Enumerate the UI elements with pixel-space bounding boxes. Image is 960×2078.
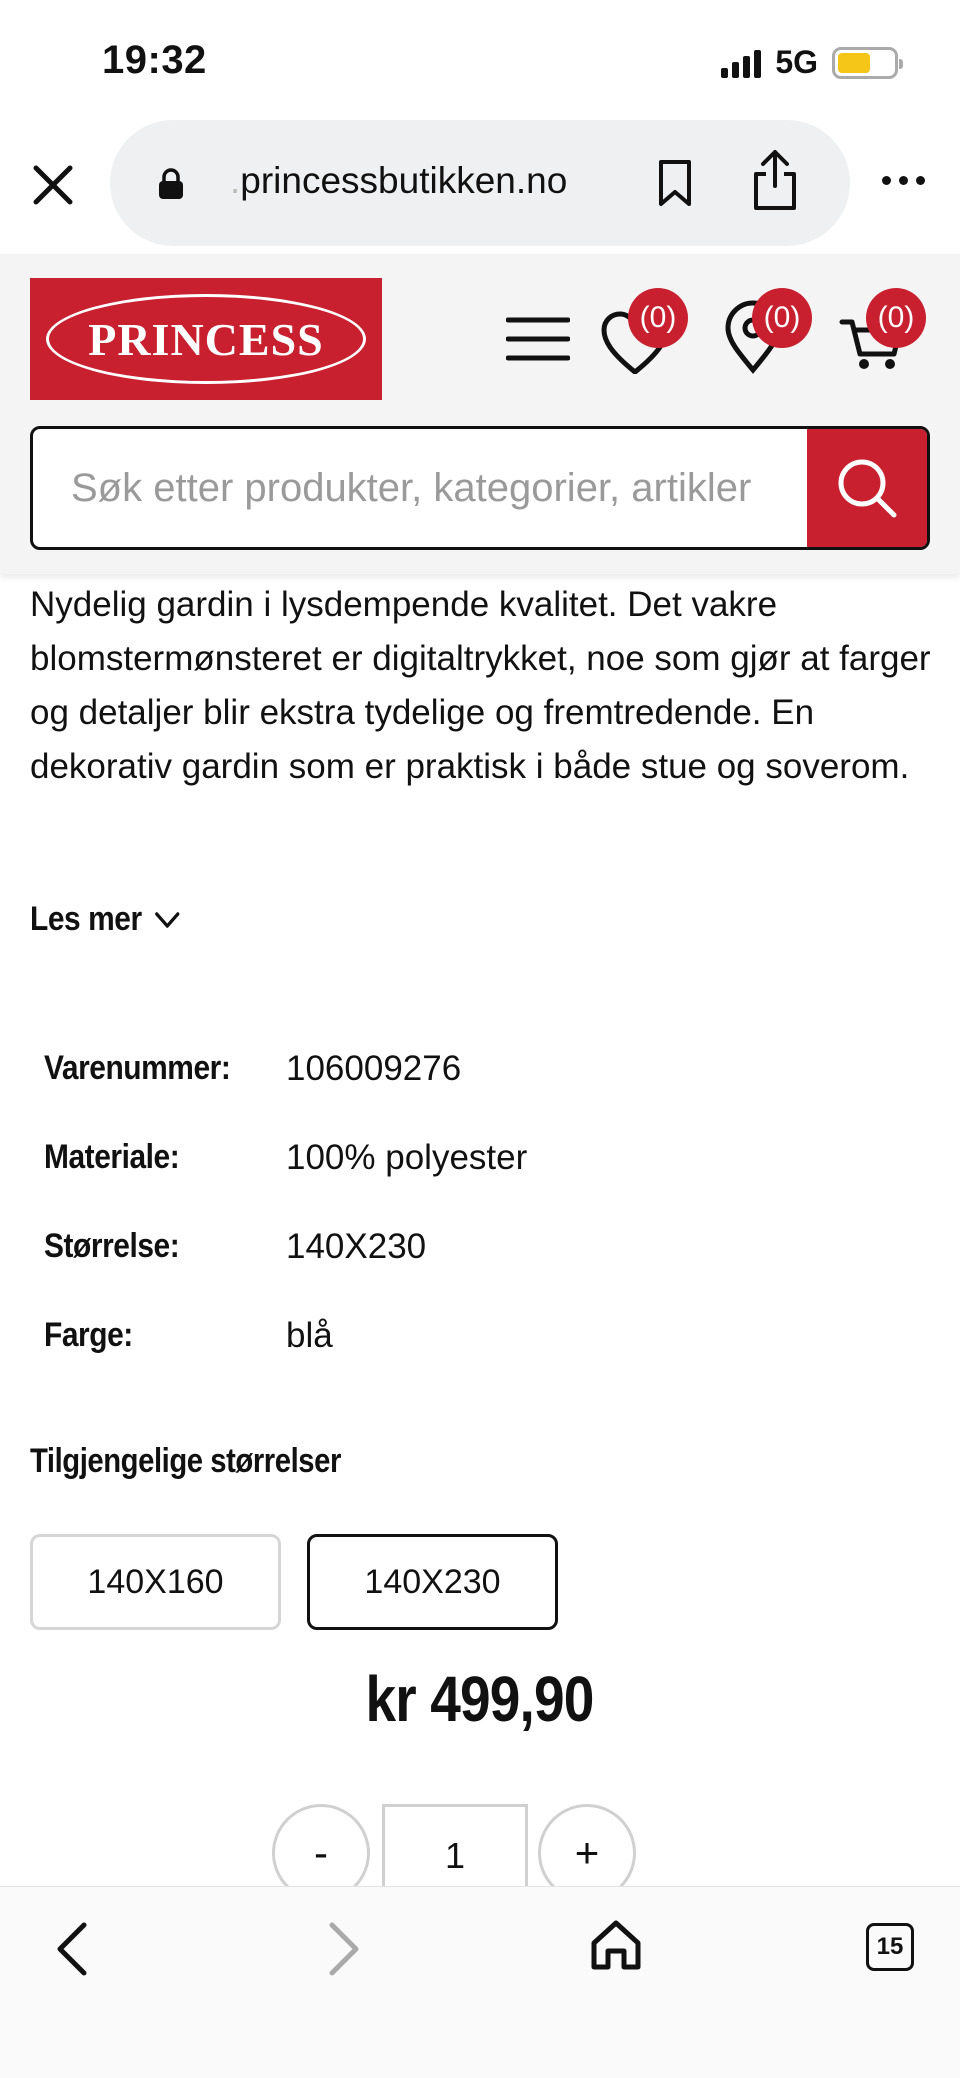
battery-level bbox=[838, 53, 870, 73]
search-button[interactable] bbox=[807, 429, 927, 547]
spec-label: Størrelse: bbox=[44, 1227, 180, 1265]
bookmark-icon[interactable] bbox=[655, 158, 695, 213]
stores-button[interactable] bbox=[718, 294, 801, 379]
quantity-input[interactable]: 1 bbox=[382, 1804, 528, 1904]
spec-row bbox=[44, 1291, 924, 1380]
status-time: 19:32 bbox=[102, 38, 207, 82]
cart-button[interactable] bbox=[838, 294, 915, 379]
url-prefix: . bbox=[230, 160, 241, 201]
product-description: Nydelig gardin i lysdempende kvalitet. Det vakre blomstermønsteret er digitaltrykket, noe som gjør at farger og detaljer blir ekstra tydelige og fremtredende. En dekorativ gardin som er praktisk i både stue og soverom. bbox=[30, 585, 931, 786]
browser-bottom-bar bbox=[0, 1886, 960, 2078]
spec-label: Materiale: bbox=[44, 1138, 180, 1176]
url-domain: princessbutikken.no bbox=[240, 160, 568, 201]
browser-toolbar bbox=[0, 120, 960, 254]
stores-count-badge: (0) bbox=[752, 288, 812, 348]
wishlist-count-badge: (0) bbox=[628, 288, 688, 348]
search-bar bbox=[30, 426, 930, 550]
sizes-heading: Tilgjengelige størrelser bbox=[30, 1442, 341, 1480]
spec-value: 100% polyester bbox=[286, 1137, 528, 1177]
size-option-140x160[interactable]: 140X160 bbox=[30, 1534, 281, 1630]
spec-value: blå bbox=[286, 1315, 333, 1355]
cart-count-badge: (0) bbox=[866, 288, 926, 348]
lock-icon bbox=[158, 168, 184, 205]
wishlist-button[interactable] bbox=[600, 294, 677, 379]
chevron-down-icon bbox=[154, 910, 180, 930]
tabs-icon[interactable]: 15 bbox=[866, 1923, 914, 1971]
close-icon[interactable] bbox=[28, 160, 78, 210]
spec-row bbox=[44, 1202, 924, 1291]
url-text bbox=[230, 160, 567, 202]
site-header bbox=[0, 254, 960, 574]
logo-oval bbox=[46, 294, 366, 384]
spec-label: Farge: bbox=[44, 1316, 133, 1354]
battery-icon bbox=[832, 47, 898, 79]
quantity-decrease-button[interactable]: - bbox=[272, 1804, 370, 1902]
size-option-140x230[interactable]: 140X230 bbox=[307, 1534, 558, 1630]
spec-value: 106009276 bbox=[286, 1048, 462, 1088]
princess-logo[interactable] bbox=[30, 278, 382, 400]
read-more-link[interactable] bbox=[30, 900, 180, 939]
address-bar[interactable] bbox=[110, 120, 850, 246]
logo-text: PRINCESS bbox=[88, 313, 324, 365]
spec-row bbox=[44, 1024, 924, 1113]
read-more-label: Les mer bbox=[30, 900, 142, 938]
network-label: 5G bbox=[775, 44, 818, 80]
status-indicators bbox=[721, 44, 898, 81]
spec-label: Varenummer: bbox=[44, 1049, 231, 1087]
product-price: kr 499,90 bbox=[366, 1663, 594, 1735]
signal-icon bbox=[721, 48, 761, 78]
product-specs bbox=[44, 1024, 924, 1380]
quantity-increase-button[interactable]: + bbox=[538, 1804, 636, 1902]
more-icon[interactable] bbox=[882, 176, 925, 185]
status-bar bbox=[0, 0, 960, 120]
back-icon[interactable] bbox=[48, 1919, 98, 1984]
spec-row bbox=[44, 1113, 924, 1202]
share-icon[interactable] bbox=[750, 148, 800, 217]
search-input[interactable] bbox=[33, 429, 811, 547]
forward-icon[interactable] bbox=[318, 1919, 368, 1984]
search-icon bbox=[834, 455, 900, 521]
hamburger-menu-icon[interactable] bbox=[506, 316, 570, 367]
spec-value: 140X230 bbox=[286, 1226, 427, 1266]
home-icon[interactable] bbox=[588, 1917, 644, 1978]
